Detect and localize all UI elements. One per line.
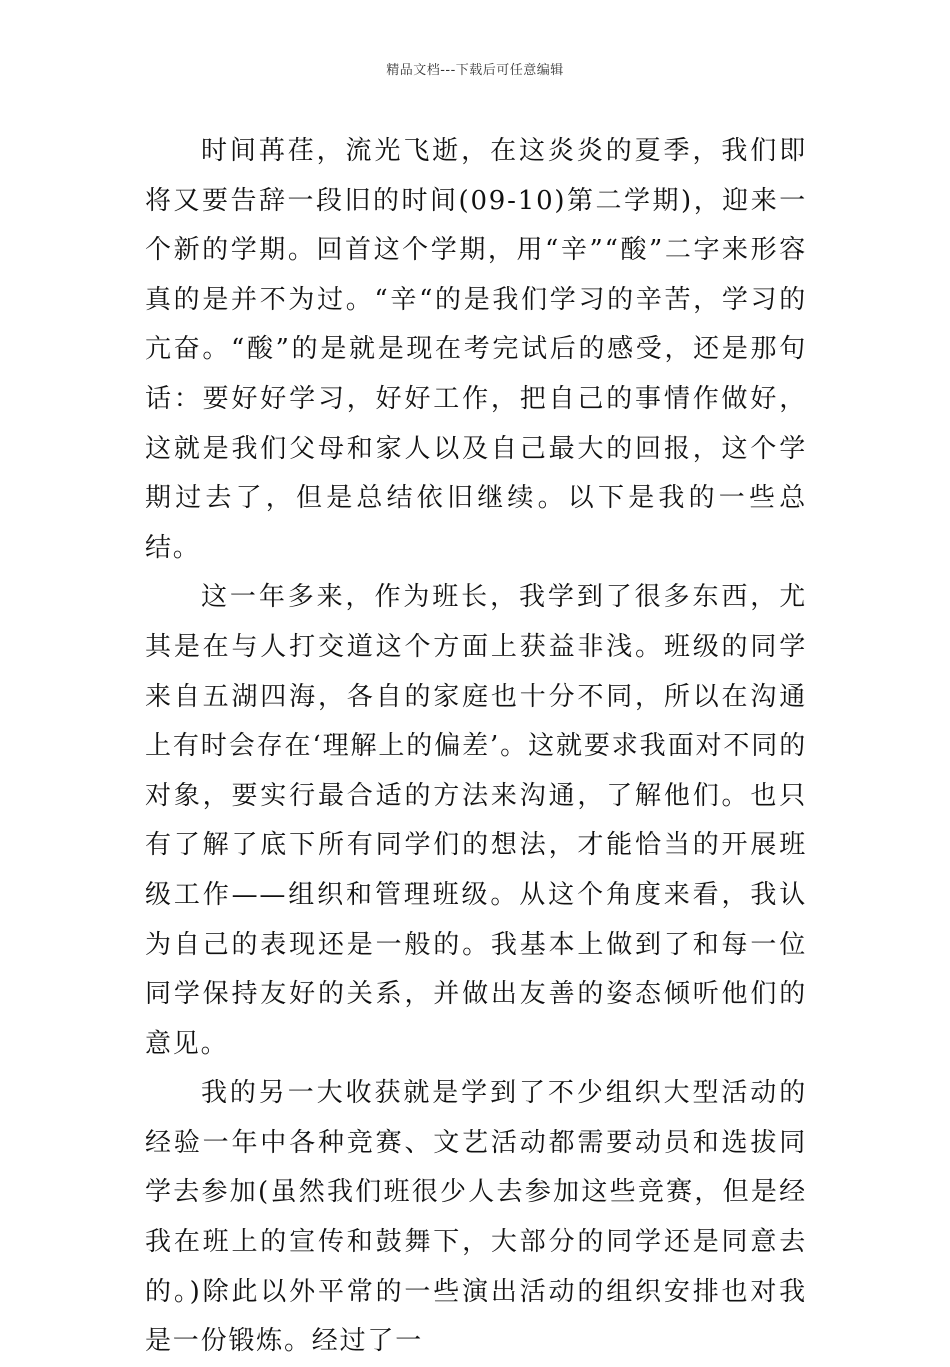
document-header: 精品文档---下载后可任意编辑 (386, 63, 564, 78)
paragraph-3: 我的另一大收获就是学到了不少组织大型活动的经验一年中各种竞赛、文艺活动都需要动员和选拔同学去参加(虽然我们班很少人去参加这些竞赛，但是经我在班上的宣传和鼓舞下，大部分的同学还是同意去的。)除此以外平常的一些演出活动的组织安排也对我是一份锻炼。经过了一 (145, 1078, 807, 1357)
paragraph-2: 这一年多来，作为班长，我学到了很多东西，尤其是在与人打交道这个方面上获益非浅。班级的同学来自五湖四海，各自的家庭也十分不同，所以在沟通上有时会存在‘理解上的偏差’。这就要求我面对不同的对象，要实行最合适的方法来沟通，了解他们。也只有了解了底下所有同学们的想法，才能恰当的开展班级工作——组织和管理班级。从这个角度来看，我认为自己的表现还是一般的。我基本上做到了和每一位同学保持友好的关系，并做出友善的姿态倾听他们的意见。 (145, 582, 807, 1059)
document-body (145, 127, 807, 1367)
paragraph-1: 时间苒荏，流光飞逝，在这炎炎的夏季，我们即将又要告辞一段旧的时间(09-10)第二学期)，迎来一个新的学期。回首这个学期，用“辛”“酸”二字来形容真的是并不为过。“辛“的是我们学习的辛苦，学习的亢奋。“酸”的是就是现在考完试后的感受，还是那句话：要好好学习，好好工作，把自己的事情作做好，这就是我们父母和家人以及自己最大的回报，这个学期过去了，但是总结依旧继续。以下是我的一些总结。 (145, 136, 807, 563)
